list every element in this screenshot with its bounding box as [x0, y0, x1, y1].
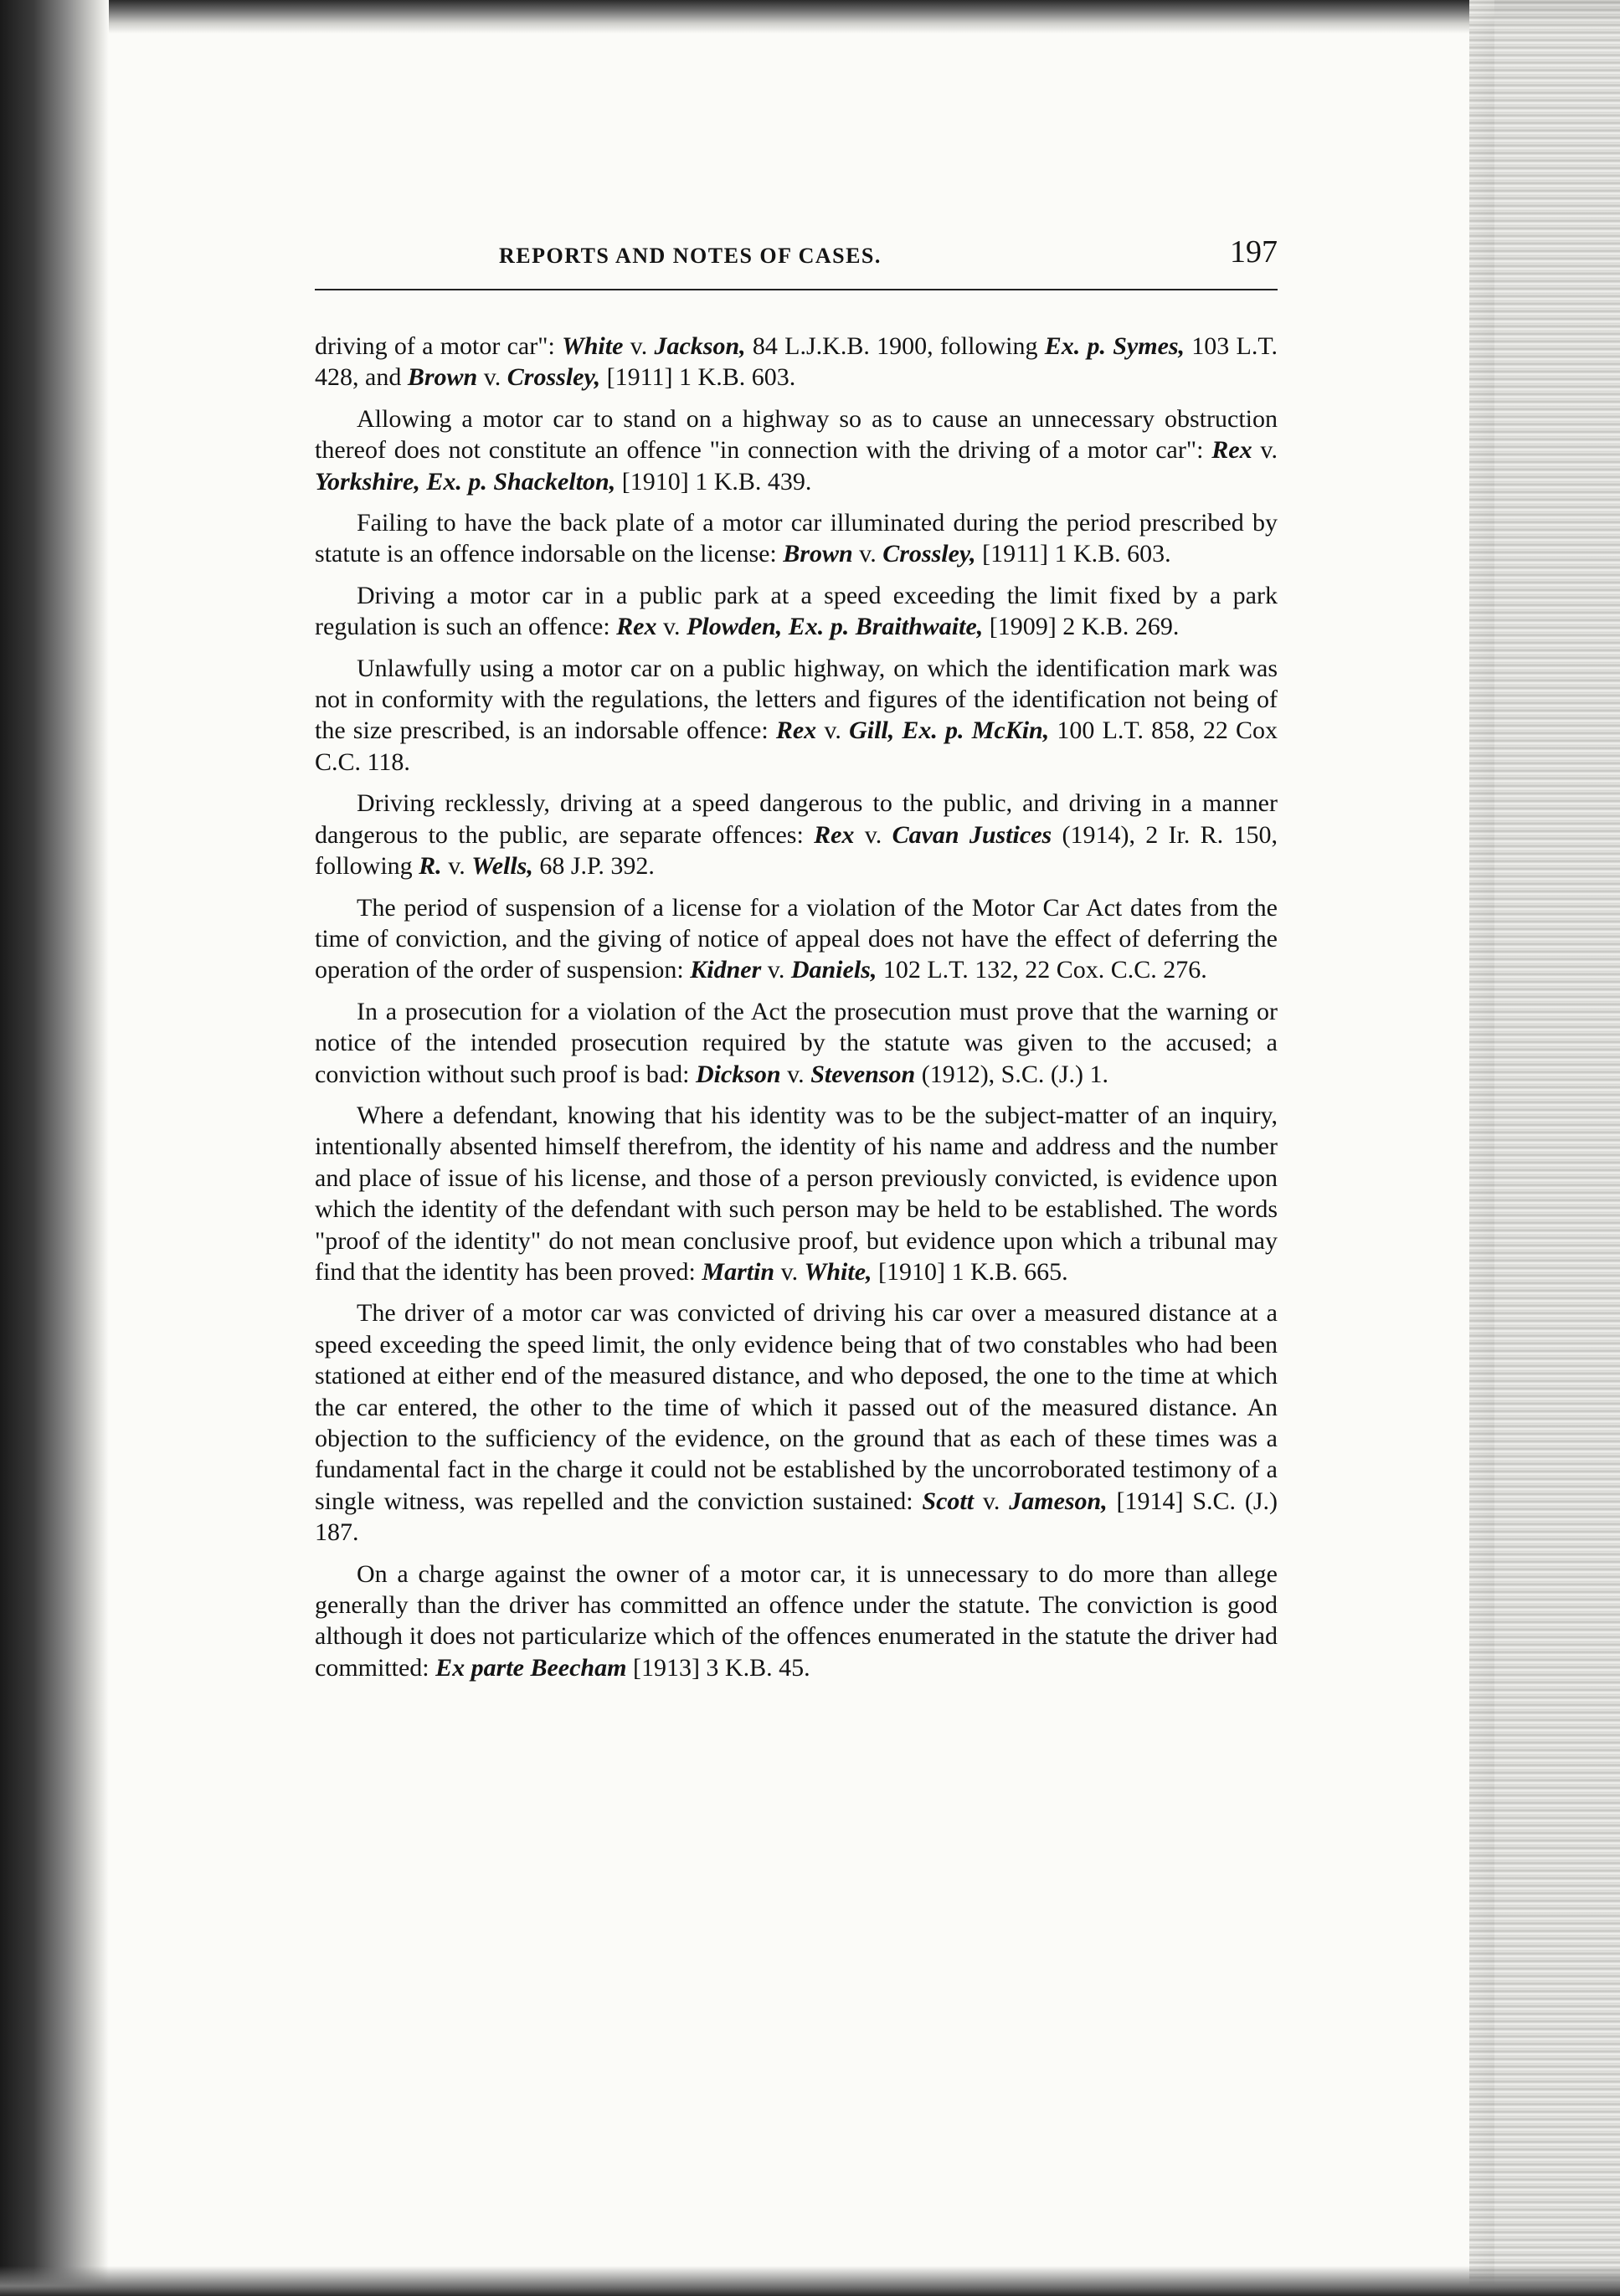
- text-run: [1911] 1 K.B. 603.: [975, 540, 1171, 568]
- text-run: v.: [1252, 436, 1278, 465]
- text-run: The period of suspension of a license for a violation of the Motor Car Act dates from the time of conviction, and the giving of notice of appeal does not have the effect of deferring the operation of the order of suspension:: [315, 893, 1278, 984]
- text-run: On a charge against the owner of a motor car, it is unnecessary to do more than allege generally than the driver has committed an offence under the statute. The conviction is good although it does not particularize which of the offences enumerated in the statute the driver had committed:: [315, 1559, 1278, 1682]
- text-run: [1911] 1 K.B. 603.: [600, 363, 796, 392]
- header-rule: [315, 289, 1278, 290]
- case-citation: Martin: [702, 1257, 775, 1286]
- text-run: [1909] 2 K.B. 269.: [983, 613, 1180, 641]
- case-citation: Plowden, Ex. p. Braithwaite,: [687, 613, 984, 641]
- text-run: 68 J.P. 392.: [532, 852, 655, 881]
- paragraph-driving-definition: [315, 331, 1278, 393]
- text-run: v.: [854, 820, 892, 849]
- paragraph-owner-charge: [315, 1559, 1278, 1684]
- case-citation: Rex: [616, 613, 657, 641]
- paragraph-obstruction: [315, 403, 1278, 497]
- text-run: 102 L.T. 132, 22 Cox. C.C. 276.: [877, 956, 1207, 984]
- case-citation: Crossley,: [507, 363, 601, 392]
- case-citation: Daniels,: [790, 956, 877, 984]
- text-run: [1913] 3 K.B. 45.: [626, 1653, 810, 1682]
- scan-shadow-bottom: [0, 2266, 1620, 2296]
- case-citation: Kidner: [690, 956, 762, 984]
- paragraph-measured-distance: [315, 1297, 1278, 1548]
- case-citation: Wells,: [471, 852, 533, 881]
- text-run: v.: [656, 613, 687, 641]
- text-run: In a prosecution for a violation of the Act the prosecution must prove that the warning or notice of the intended prosecution required by the statute was given to the accused; a conviction without such proof is bad:: [315, 997, 1278, 1088]
- scan-shadow-top: [0, 0, 1620, 33]
- text-run: v.: [780, 1060, 811, 1088]
- text-run: Where a defendant, knowing that his identity was to be the subject-matter of an inquiry, intentionally absented himself therefrom, the identity of his name and address and the number and place of issue of his license, and those of a person previously convicted, is evidence upon which the identity of the defendant with such person may be held to be established. The words "proof of the identity" do not mean conclusive proof, but evidence upon which a tribunal may find that the identity has been proved:: [315, 1101, 1278, 1286]
- text-run: (1914), 2 Ir. R. 150, following: [315, 820, 1278, 881]
- case-citation: Dickson: [695, 1060, 781, 1088]
- text-run: v.: [761, 956, 791, 984]
- text-run: driving of a motor car":: [315, 332, 563, 360]
- case-citation: Stevenson: [810, 1060, 916, 1088]
- text-run: 103 L.T. 428, and: [315, 332, 1278, 392]
- text-run: v.: [974, 1487, 1010, 1515]
- case-citation: White: [562, 332, 624, 360]
- paragraph-reckless-driving: [315, 788, 1278, 881]
- text-run: Unlawfully using a motor car on a public highway, on which the identification mark was not in conformity with the regulations, the letters and figures of the identification not being of the size prescribed, is an indorsable offence:: [315, 654, 1278, 745]
- case-citation: White,: [804, 1257, 872, 1286]
- paragraph-identity-evidence: [315, 1100, 1278, 1287]
- paragraph-prosecution-notice: [315, 996, 1278, 1090]
- case-citation: Ex parte Beecham: [435, 1653, 627, 1682]
- page-number: 197: [1230, 234, 1278, 270]
- text-run: [1914] S.C. (J.) 187.: [315, 1487, 1278, 1547]
- text-run: Driving recklessly, driving at a speed dangerous to the public, and driving in a manner dangerous to the public, are separate offences:: [315, 789, 1278, 849]
- text-run: v.: [441, 852, 472, 881]
- case-citation: Cavan Justices: [892, 820, 1052, 849]
- text-run: v.: [816, 717, 850, 745]
- case-citation: Jackson,: [654, 332, 746, 360]
- text-run: 100 L.T. 858, 22 Cox C.C. 118.: [315, 717, 1278, 776]
- case-citation: Rex: [814, 820, 855, 849]
- case-citation: Brown: [407, 363, 478, 392]
- text-run: v.: [477, 363, 507, 392]
- paragraph-suspension-period: [315, 892, 1278, 986]
- text-run: v.: [774, 1257, 805, 1286]
- paragraph-public-park: [315, 580, 1278, 643]
- case-citation: Jameson,: [1009, 1487, 1108, 1515]
- case-citation: Rex: [1211, 436, 1252, 465]
- text-run: Failing to have the back plate of a motor car illuminated during the period prescribed by statute is an offence indorsable on the license:: [315, 509, 1278, 568]
- running-head: [315, 234, 1278, 282]
- case-citation: R.: [419, 852, 442, 881]
- text-run: Allowing a motor car to stand on a highway so as to cause an unnecessary obstruction thereof does not constitute an offence "in connection with the driving of a motor car":: [315, 404, 1278, 465]
- case-citation: Crossley,: [882, 540, 976, 568]
- text-run: 84 L.J.K.B. 1900, following: [745, 332, 1045, 360]
- running-title: REPORTS AND NOTES OF CASES.: [499, 244, 882, 268]
- text-run: [1910] 1 K.B. 439.: [615, 467, 812, 496]
- case-citation: Ex. p. Symes,: [1044, 332, 1185, 360]
- case-citation: Yorkshire, Ex. p. Shackelton,: [315, 467, 616, 496]
- paragraph-identification-mark: [315, 653, 1278, 778]
- case-citation: Rex: [775, 717, 817, 745]
- text-run: The driver of a motor car was convicted of driving his car over a measured distance at a speed exceeding the speed limit, the only evidence being that of two constables who had been stationed at either end of the measured distance, and who deposed, the one to the time at which the car entered, the other to the time of which it passed out of the measured distance. An objection to the sufficiency of the evidence, on the ground that as each of these times was a fundamental fact in the charge it could not be established by the uncorroborated testimony of a single witness, was repelled and the conviction sustained:: [315, 1299, 1278, 1515]
- page-content: [315, 234, 1278, 1693]
- scan-shadow-left: [0, 0, 109, 2296]
- paragraph-back-plate: [315, 507, 1278, 570]
- case-citation: Brown: [783, 540, 853, 568]
- text-run: Driving a motor car in a public park at a speed exceeding the limit fixed by a park regulation is such an offence:: [315, 581, 1278, 641]
- scan-shadow-right: [1469, 0, 1620, 2296]
- case-citation: Scott: [922, 1487, 975, 1515]
- text-run: v.: [852, 540, 883, 568]
- text-run: [1910] 1 K.B. 665.: [872, 1257, 1068, 1286]
- text-run: (1912), S.C. (J.) 1.: [915, 1060, 1109, 1088]
- text-run: v.: [623, 332, 655, 360]
- case-citation: Gill, Ex. p. McKin,: [849, 717, 1050, 745]
